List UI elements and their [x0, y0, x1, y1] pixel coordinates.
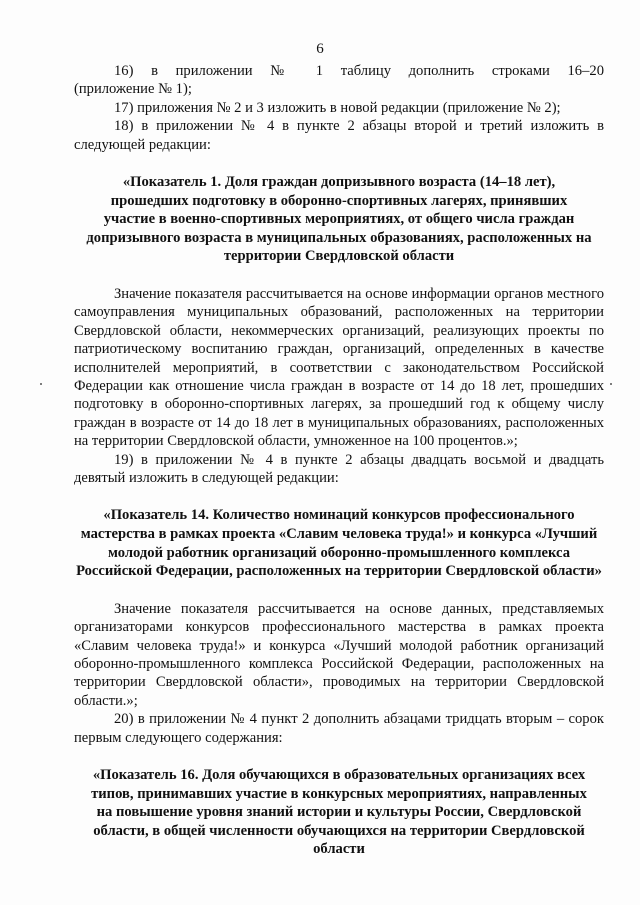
document-body	[74, 62, 604, 859]
indicator-1-heading: «Показатель 1. Доля граждан допризывного возраста (14–18 лет), прошедших подготовку в оборонно-спортивных лагерях, принявших участие в военно-спортивных мероприятиях, от общего числа граждан допризывного возраста в муниципальных образованиях, расположенных на территории Свердловской области	[86, 174, 592, 265]
indicator-14-body: Значение показателя рассчитывается на основе данных, представляемых организаторами конкурсов профессионального мастерства в рамках проекта «Славим человека труда!» и конкурса «Лучший молодой работник организаций оборонно-промышленного комплекса Российской Федерации, расположенных на территории Свердловской области», проводимых на территории Свердловской области.»;	[74, 600, 604, 709]
scan-speck	[40, 383, 42, 385]
indicator-16-heading: «Показатель 16. Доля обучающихся в образовательных организациях всех типов, принимавших участие в конкурсных мероприятиях, направленных на повышение уровня знаний истории и культуры России, Свердловской области, в общей численности обучающихся на территории Свердловской области	[91, 767, 587, 858]
item-18: 18) в приложении № 4 в пункте 2 абзацы второй и третий изложить в следующей редакции:	[74, 118, 604, 153]
indicator-1-body: Значение показателя рассчитывается на основе информации органов местного самоуправления муниципальных образований, расположенных на территории Свердловской области, некоммерческих организаций, реализующих проекты по патриотическому воспитанию граждан, организаций, определенных в качестве исполнителей мероприятий, в соответствии с законодательством Российской Федерации как отношение числа граждан в возрасте от 14 до 18 лет, прошедших подготовку в оборонно-спортивных лагерях, за прошедший год к общему числу граждан в возрасте от 14 до 18 лет в муниципальных образованиях, расположенных на территории Свердловской области, умноженное на 100 процентов.»;	[74, 286, 604, 450]
item-19: 19) в приложении № 4 в пункте 2 абзацы двадцать восьмой и двадцать девятый изложить в следующей редакции:	[74, 451, 604, 487]
item-20: 20) в приложении № 4 пункт 2 дополнить абзацами тридцать вторым – сорок первым следующего содержания:	[74, 711, 604, 746]
item-16-line2: (приложение № 1);	[74, 81, 192, 98]
indicator-14-heading: «Показатель 14. Количество номинаций конкурсов профессионального мастерства в рамках проекта «Славим человека труда!» и конкурса «Лучший молодой работник организаций оборонно-промышленного комплекса Российской Федерации, расположенных на территории Свердловской области»	[76, 507, 602, 580]
item-17: 17) приложения № 2 и 3 изложить в новой редакции (приложение № 2);	[114, 99, 561, 116]
item-16-line1: 16) в приложении № 1 таблицу дополнить строками 16–20	[114, 63, 604, 79]
page-number: 6	[316, 41, 324, 57]
scan-speck	[610, 383, 612, 385]
